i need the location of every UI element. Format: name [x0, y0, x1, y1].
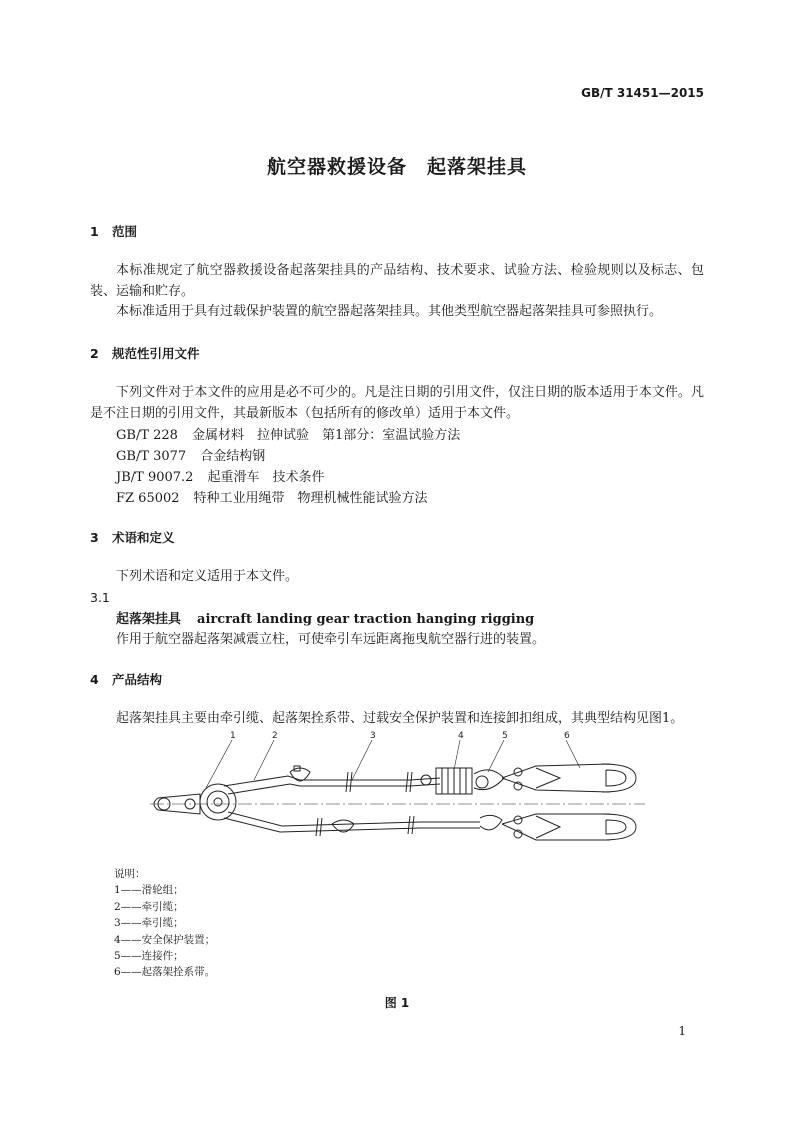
upper-strap-fold [536, 768, 560, 788]
reference-code: FZ 65002 [116, 491, 180, 506]
connector-ring [476, 776, 488, 788]
landing-gear-rigging-drawing [140, 728, 660, 858]
callout-5: 5 [502, 731, 508, 741]
standard-code: GB/T 31451—2015 [581, 86, 704, 100]
term-entry [116, 608, 534, 627]
lower-strap-loop-inner [606, 820, 626, 834]
reference-title: 起重滑车 技术条件 [207, 470, 325, 485]
callout-6: 6 [564, 731, 570, 741]
connector-bolt [421, 775, 431, 785]
callout-2: 2 [272, 731, 278, 741]
section-title: 规范性引用文件 [112, 346, 200, 361]
section-1-heading [90, 222, 137, 240]
callout-3: 3 [370, 731, 376, 741]
section-title: 术语和定义 [112, 530, 175, 545]
reference-item [116, 487, 428, 506]
reference-title: 特种工业用绳带 物理机械性能试验方法 [193, 491, 428, 506]
terms-intro: 下列术语和定义适用于本文件。 [116, 569, 299, 584]
leader-lines [206, 740, 580, 788]
reference-title: 合金结构钢 [200, 449, 266, 464]
callout-4: 4 [458, 731, 464, 741]
callout-1: 1 [230, 731, 236, 741]
page-number: 1 [678, 1024, 686, 1038]
safety-device-ribs [442, 768, 466, 794]
term-english: aircraft landing gear traction hanging rigging [197, 612, 535, 627]
section-2-heading [90, 344, 200, 362]
reference-code: GB/T 228 [116, 428, 178, 443]
section-number: 3 [90, 530, 99, 545]
document-title: 航空器救援设备 起落架挂具 [266, 156, 527, 178]
legend-item: 3——牵引缆； [114, 917, 184, 930]
section-number: 1 [90, 224, 99, 239]
pulley-wheel-inner [207, 791, 229, 813]
figure-legend [114, 866, 215, 981]
scope-paragraph-1: 本标准规定了航空器救援设备起落架挂具的产品结构、技术要求、试验方法、检验规则以及标志、包装、运输和贮存。 [90, 263, 704, 299]
cable-break-marks [346, 772, 412, 792]
pulley-wheel [200, 784, 236, 820]
subclause-number: 3.1 [90, 590, 110, 605]
reference-item [116, 424, 460, 443]
upper-cable-bottom [228, 784, 440, 794]
section-title: 产品结构 [112, 672, 163, 687]
legend-item: 4——安全保护装置； [114, 933, 216, 946]
pulley-axle [214, 798, 222, 806]
scope-paragraph-2: 本标准适用于具有过载保护装置的航空器起落架挂具。其他类型航空器起落架挂具可参照执行。 [116, 304, 663, 319]
section-title: 范围 [112, 224, 138, 239]
structure-paragraph: 起落架挂具主要由牵引缆、起落架拴系带、过载安全保护装置和连接卸扣组成，其典型结构见图1。 [116, 711, 684, 726]
term-definition: 作用于航空器起落架减震立柱，可使牵引车远距离拖曳航空器行进的装置。 [116, 632, 546, 647]
lower-break-marks [316, 816, 414, 836]
reference-code: GB/T 3077 [116, 449, 187, 464]
reference-item [116, 445, 265, 464]
reference-item [116, 466, 324, 485]
term-chinese: 起落架挂具 [116, 612, 182, 627]
legend-item: 1——滑轮组； [114, 884, 184, 897]
lower-strap-loop [602, 814, 636, 840]
lower-cable-top [224, 818, 480, 832]
legend-title: 说明： [114, 868, 146, 880]
lower-strap-fold [536, 816, 560, 838]
references-intro: 下列文件对于本文件的应用是必不可少的。凡是注日期的引用文件，仅注日期的版本适用于本文件。凡是不注日期的引用文件，其最新版本（包括所有的修改单）适用于本文件。 [90, 385, 704, 421]
reference-code: JB/T 9007.2 [116, 470, 194, 485]
section-4-heading [90, 670, 162, 688]
lower-connector [480, 815, 502, 829]
legend-item: 2——牵引缆； [114, 900, 184, 913]
section-3-heading [90, 528, 175, 546]
section-number: 4 [90, 672, 99, 687]
legend-item: 5——连接件； [114, 950, 184, 963]
upper-strap-loop-inner [606, 770, 626, 786]
figure-caption: 图 1 [384, 996, 410, 1010]
legend-item: 6——起落架拴系带。 [114, 966, 216, 979]
reference-title: 金属材料 拉伸试验 第1部分：室温试验方法 [191, 428, 461, 443]
section-number: 2 [90, 346, 99, 361]
upper-strap-loop [602, 764, 636, 792]
lower-strap-outline [502, 814, 610, 840]
